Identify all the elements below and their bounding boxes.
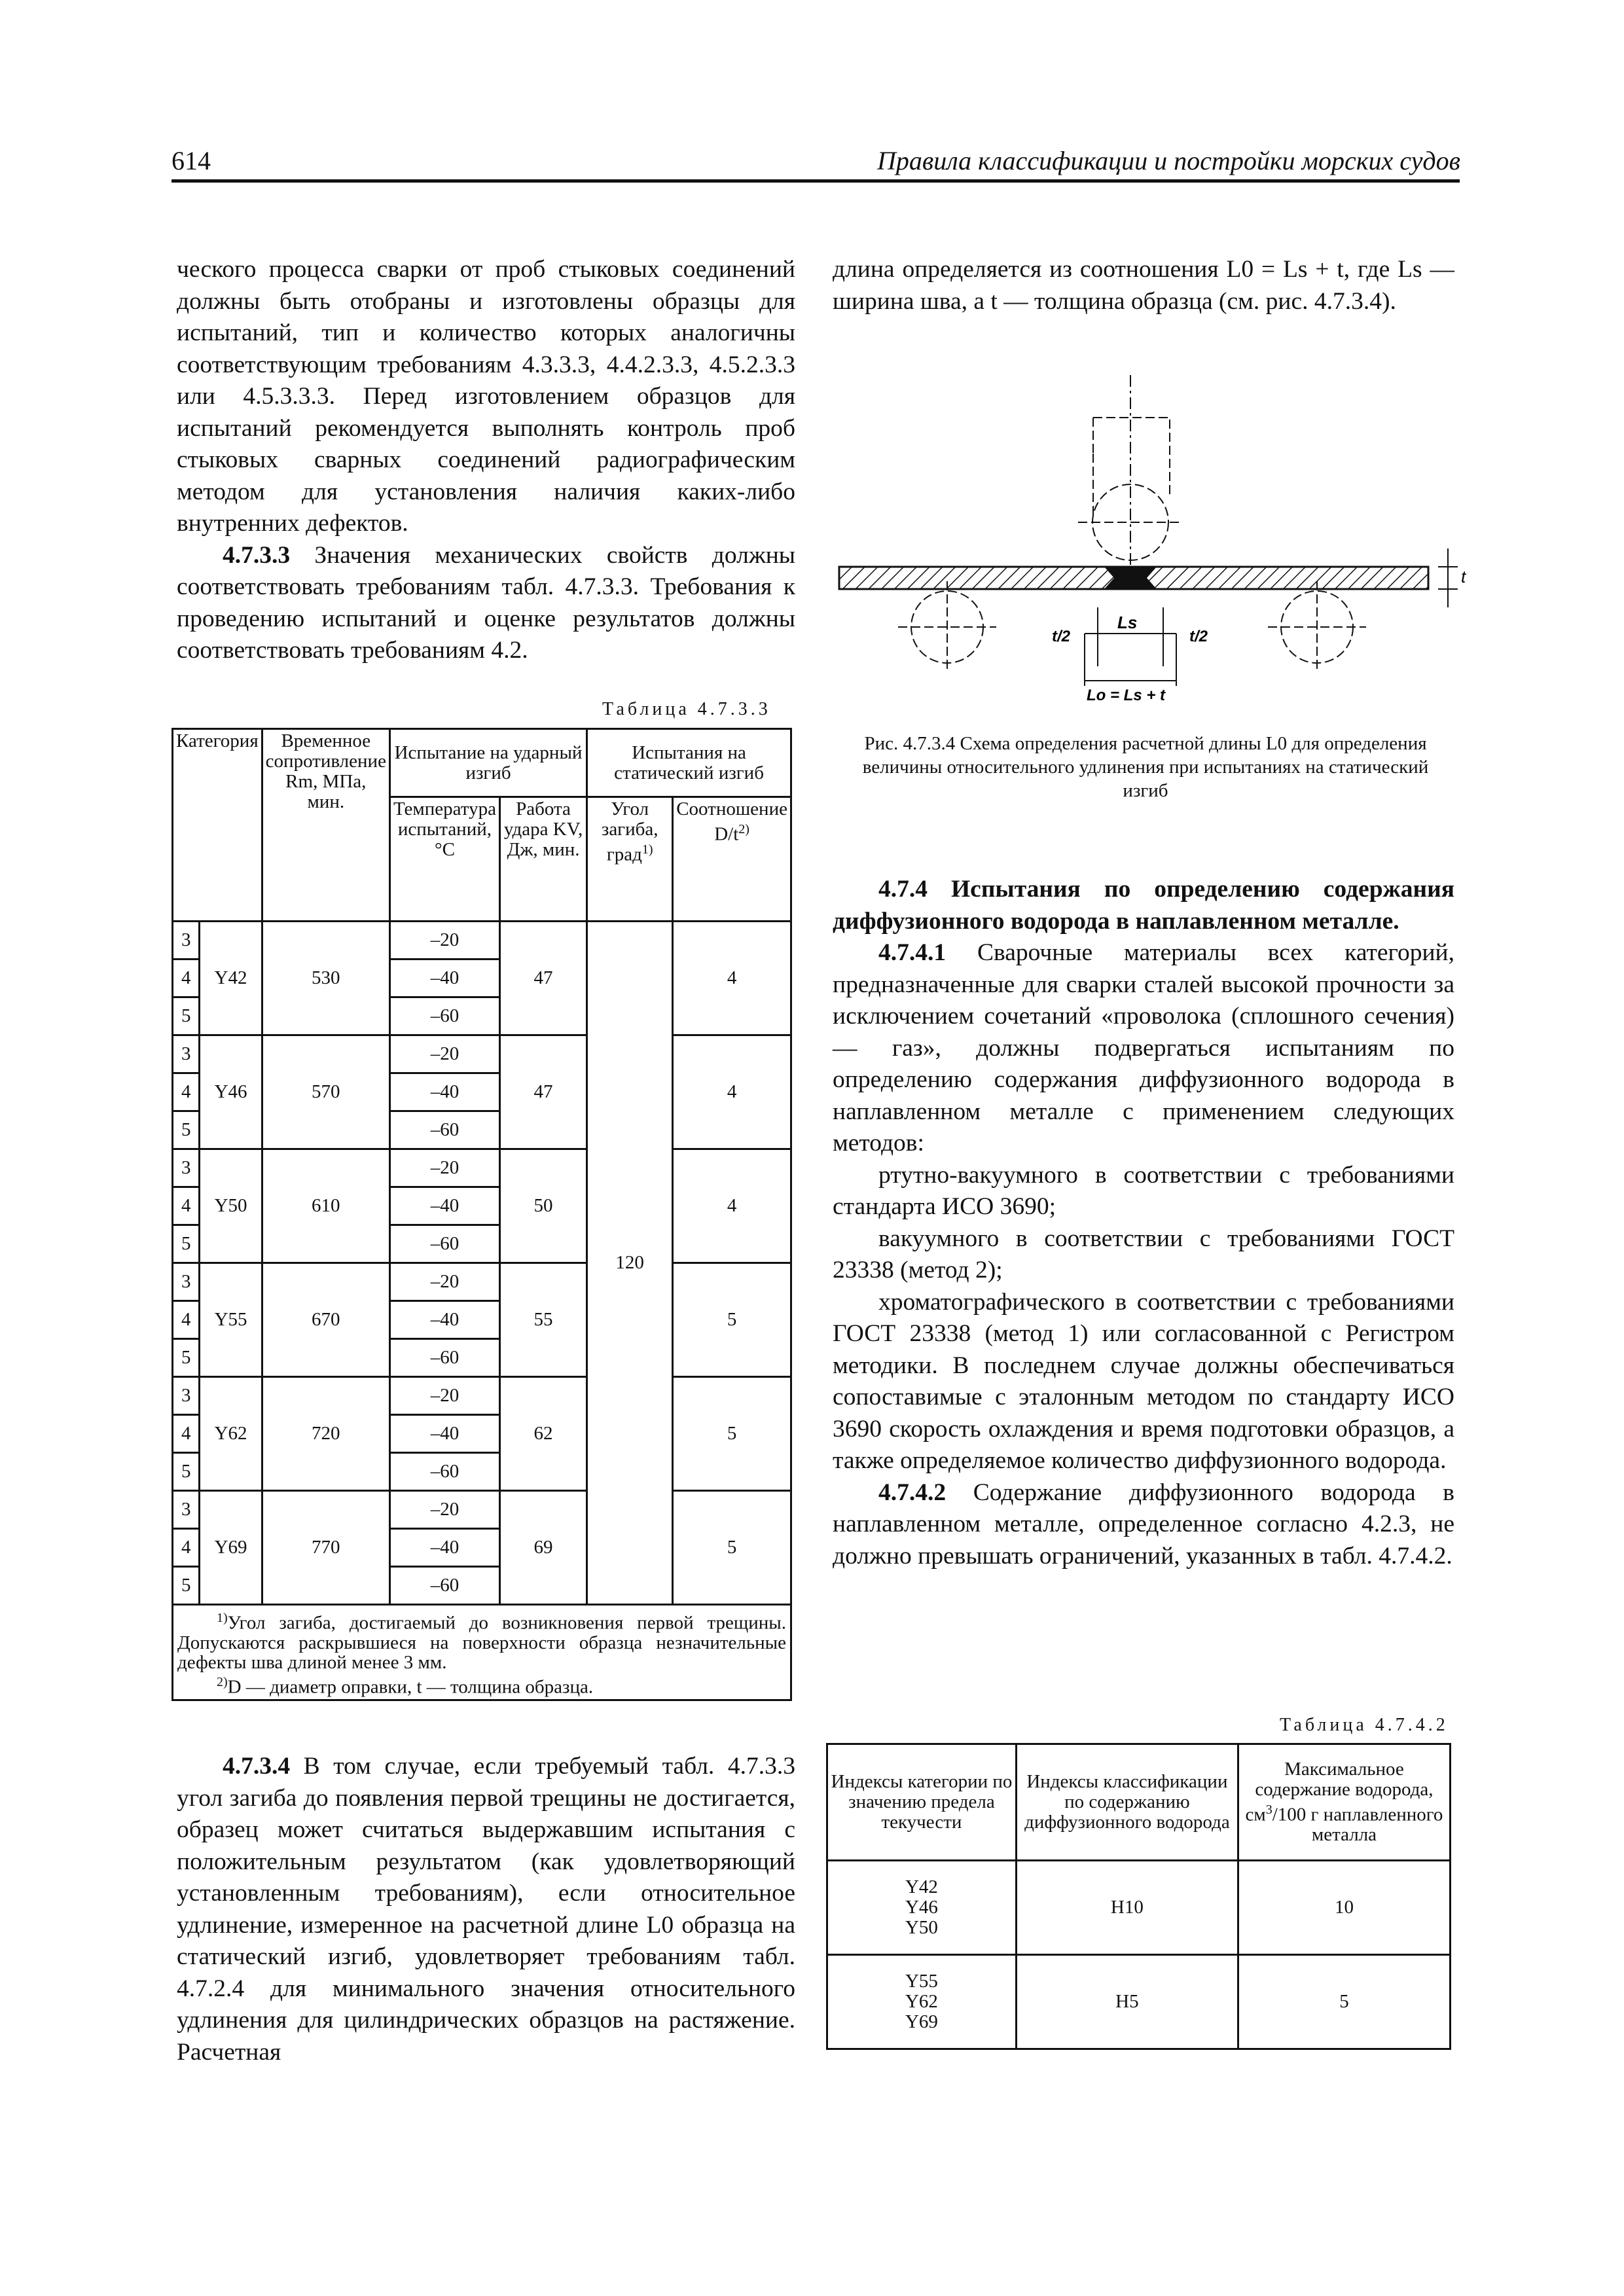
section-heading-4-7-4: 4.7.4 Испытания по определению содержания диффузионного водорода в наплавленном металле.: [833, 876, 1454, 935]
level-cell: 5: [173, 1567, 200, 1605]
temperature-cell: –40: [389, 1529, 499, 1567]
impact-energy-cell: 47: [499, 922, 586, 1035]
tensile-cell: 530: [262, 922, 389, 1035]
tensile-cell: 770: [262, 1491, 389, 1605]
temperature-cell: –40: [389, 960, 499, 997]
temperature-cell: –40: [389, 1073, 499, 1111]
paragraph-4-7-4-1: [833, 937, 1454, 1160]
header-category: Категория: [173, 729, 262, 922]
superscript: 3: [1265, 1802, 1272, 1817]
grade-cell: Y55: [200, 1263, 262, 1377]
impact-energy-cell: 55: [499, 1263, 586, 1377]
paragraph-4-7-3-3: [177, 540, 795, 667]
left-bottom-text: [177, 1751, 795, 2068]
tensile-cell: 670: [262, 1263, 389, 1377]
temperature-cell: –60: [389, 1339, 499, 1377]
level-cell: 4: [173, 1415, 200, 1453]
temperature-cell: –20: [389, 922, 499, 960]
footnote-ref: 2): [738, 822, 749, 836]
impact-energy-cell: 62: [499, 1377, 586, 1491]
paragraph-text: Сварочные материалы всех категорий, предназначенные для сварки сталей высокой прочности за исключением сочетаний «проволока (сплошного сечения) — газ», должны подвергаться испытаниям по определению содержания диффузионного водорода в наплавленном металле с применением следующих методов:: [833, 939, 1454, 1157]
level-cell: 5: [173, 1339, 200, 1377]
ratio-cell: 5: [673, 1491, 791, 1605]
header-impact-energy: Работа удара KV, Дж, мин.: [499, 797, 586, 922]
paragraph-text: Содержание диффузионного водорода в наплавленном металле, определенное согласно 4.2.3, не должно превышать ограничений, указанных в табл. 4.7.4.2.: [833, 1479, 1454, 1570]
header-bend-test: Испытания на статический изгиб: [587, 729, 791, 797]
ratio-cell: 5: [673, 1263, 791, 1377]
temperature-cell: –40: [389, 1187, 499, 1225]
page-number: 614: [171, 146, 211, 175]
temperature-cell: –60: [389, 1567, 499, 1605]
figure-4-7-3-4: [826, 359, 1474, 712]
level-cell: 5: [173, 1225, 200, 1263]
max-hydrogen-cell: 5: [1238, 1955, 1450, 2049]
header-bend-angle-text: Угол загиба, град: [601, 798, 659, 865]
hydrogen-index-cell: H10: [1016, 1861, 1238, 1955]
table2-body: [827, 1861, 1451, 2049]
grade-value: Y46: [905, 1897, 938, 1918]
temperature-cell: –60: [389, 1111, 499, 1149]
table2-caption: Таблица 4.7.4.2: [1280, 1715, 1449, 1735]
hydrogen-index-cell: H5: [1016, 1955, 1238, 2049]
method-item-1: ртутно-вакуумного в соответствии с требованиями стандарта ИСО 3690;: [833, 1161, 1454, 1220]
header-tensile-strength: Временное сопротивление Rm, МПа, мин.: [262, 729, 389, 922]
table-row: [827, 1955, 1451, 2049]
grade-value: Y69: [905, 2011, 938, 2032]
ratio-cell: 4: [673, 1035, 791, 1149]
level-cell: 4: [173, 1187, 200, 1225]
level-cell: 5: [173, 1453, 200, 1491]
footnote-text: Угол загиба, достигаемый до возникновения первой трещины. Допускаются раскрывшиеся на поверхности образца незначительные дефекты шва длиной менее 3 мм.: [177, 1612, 786, 1673]
header-ratio-text: Соотношение D/t: [676, 798, 787, 845]
bend-angle-cell: 120: [587, 922, 673, 1605]
clause-number: 4.7.4.2: [878, 1479, 947, 1506]
paragraph-continued: длина определяется из соотношения L0 = Ls + t, где Ls — ширина шва, а t — толщина образца (см. рис. 4.7.3.4).: [833, 256, 1454, 315]
table1-caption: Таблица 4.7.3.3: [602, 699, 771, 719]
header-max-hydrogen-text: /100 г наплавленного металла: [1272, 1804, 1443, 1846]
label-ls: Ls: [1117, 613, 1138, 632]
grade-cell: Y46: [200, 1035, 262, 1149]
method-item-2: вакуумного в соответствии с требованиями ГОСТ 23338 (метод 2);: [833, 1225, 1454, 1283]
grade-value: Y55: [905, 1971, 938, 1992]
footnote-2: [177, 1672, 786, 1697]
level-cell: 3: [173, 1377, 200, 1415]
grades-cell: [827, 1955, 1017, 2049]
level-cell: 3: [173, 1035, 200, 1073]
header-grade-index: Индексы категории по значению предела текучести: [827, 1744, 1017, 1861]
ratio-cell: 4: [673, 1149, 791, 1263]
tensile-cell: 570: [262, 1035, 389, 1149]
table-row: [173, 1491, 791, 1529]
impact-energy-cell: 69: [499, 1491, 586, 1605]
grade-cell: Y62: [200, 1377, 262, 1491]
mandrel-outline: [1093, 418, 1170, 496]
paragraph-text: Значения механических свойств должны соответствовать требованиям табл. 4.7.3.3. Требования к проведению испытаний и оценке результатов должны соответствовать требованиям 4.2.: [177, 541, 795, 664]
table-4-7-4-2: [826, 1743, 1451, 2050]
right-mid-text: [833, 874, 1454, 1572]
footnote-ref: 1): [641, 842, 653, 857]
impact-energy-cell: 50: [499, 1149, 586, 1263]
header-rule: [171, 179, 1460, 183]
grades-cell: [827, 1861, 1017, 1955]
impact-energy-cell: 47: [499, 1035, 586, 1149]
figure-caption: Рис. 4.7.3.4 Схема определения расчетной длины L0 для определения величины относительного удлинения при испытаниях на статический изгиб: [862, 733, 1429, 801]
table-row: [173, 1035, 791, 1073]
grade-value: Y50: [905, 1917, 938, 1938]
level-cell: 5: [173, 1111, 200, 1149]
level-cell: 3: [173, 1149, 200, 1187]
label-half-t-right: t/2: [1189, 628, 1208, 645]
label-t: t: [1461, 567, 1466, 586]
label-half-t-left: t/2: [1052, 628, 1071, 645]
temperature-cell: –60: [389, 997, 499, 1035]
level-cell: 4: [173, 1073, 200, 1111]
temperature-cell: –20: [389, 1377, 499, 1415]
table1-body: [173, 922, 791, 1605]
level-cell: 4: [173, 1529, 200, 1567]
temperature-cell: –20: [389, 1035, 499, 1073]
table-row: [173, 922, 791, 960]
paragraph-4-7-4-2: [833, 1477, 1454, 1573]
max-hydrogen-cell: 10: [1238, 1861, 1450, 1955]
header-hydrogen-index: Индексы классификации по содержанию диффузионного водорода: [1016, 1744, 1238, 1861]
grade-value: Y62: [905, 1991, 938, 2012]
ratio-cell: 4: [673, 922, 791, 1035]
clause-number: 4.7.3.4: [223, 1753, 291, 1780]
header-ratio: [673, 797, 791, 922]
level-cell: 5: [173, 997, 200, 1035]
table-row: [173, 1263, 791, 1301]
temperature-cell: –60: [389, 1453, 499, 1491]
level-cell: 4: [173, 1301, 200, 1339]
temperature-cell: –20: [389, 1263, 499, 1301]
ratio-cell: 5: [673, 1377, 791, 1491]
level-cell: 4: [173, 960, 200, 997]
temperature-cell: –20: [389, 1149, 499, 1187]
clause-number: 4.7.3.3: [223, 541, 291, 569]
running-title: Правила классификации и постройки морских судов: [876, 146, 1460, 175]
temperature-cell: –20: [389, 1491, 499, 1529]
label-lo-formula: Lo = Ls + t: [1087, 687, 1166, 704]
paragraph-4-7-3-4: [177, 1751, 795, 2068]
temperature-cell: –40: [389, 1415, 499, 1453]
grade-cell: Y69: [200, 1491, 262, 1605]
tensile-cell: 610: [262, 1149, 389, 1263]
clause-number: 4.7.4.1: [878, 939, 947, 966]
table-row: [173, 1149, 791, 1187]
temperature-cell: –60: [389, 1225, 499, 1263]
paragraph-text: В том случае, если требуемый табл. 4.7.3.3 угол загиба до появления первой трещины не достигается, образец может считаться выдержавшим испытания с положительным результатом (как удовлетворяющий установленным требованиям), если относительное удлинение, измеренное на расчетной длине L0 образца на статический изгиб, удовлетворяет требованиям табл. 4.7.2.4 для минимального значения относительного удлинения для цилиндрических образцов на растяжение. Расчетная: [177, 1753, 795, 2066]
level-cell: 3: [173, 1263, 200, 1301]
left-top-text: [177, 254, 795, 667]
table-row: [173, 1377, 791, 1415]
grade-value: Y42: [905, 1876, 938, 1897]
tensile-cell: 720: [262, 1377, 389, 1491]
right-top-text: [833, 254, 1454, 317]
header-max-hydrogen-text: Максимальное содержание водорода, см: [1245, 1758, 1434, 1825]
header-impact-test: Испытание на ударный изгиб: [389, 729, 586, 797]
table1-footnotes: [173, 1605, 791, 1700]
header-temperature: Температура испытаний, °C: [389, 797, 499, 922]
method-item-3: хроматографического в соответствии с требованиями ГОСТ 23338 (метод 1) или согласованной с Регистром методики. В последнем случае должны обеспечиваться сопоставимые с эталонным методом по стандарту ИСО 3690 скорость охлаждения и время подготовки образцов, а также определяемое количество диффузионного водорода.: [833, 1288, 1454, 1474]
temperature-cell: –40: [389, 1301, 499, 1339]
footnote-mark: 1): [217, 1611, 228, 1625]
table-row: [827, 1861, 1451, 1955]
grade-cell: Y50: [200, 1149, 262, 1263]
table-4-7-3-3: [171, 728, 792, 1701]
level-cell: 3: [173, 922, 200, 960]
grade-cell: Y42: [200, 922, 262, 1035]
header-bend-angle: [587, 797, 673, 922]
footnote-text: D — диаметр оправки, t — толщина образца.: [227, 1676, 594, 1698]
footnote-1: [177, 1608, 786, 1672]
header-max-hydrogen: [1238, 1744, 1450, 1861]
paragraph-continued: ческого процесса сварки от проб стыковых соединений должны быть отобраны и изготовлены образцы для испытаний, тип и количество которых аналогичны соответствующим требованиям 4.3.3.3, 4.4.2.3.3, 4.5.2.3.3 или 4.5.3.3.3. Перед изготовлением образцов для испытаний рекомендуется выполнять контроль проб стыковых сварных соединений радиографическим методом для установления наличия каких-либо внутренних дефектов.: [177, 256, 795, 537]
footnote-mark: 2): [217, 1674, 228, 1689]
level-cell: 3: [173, 1491, 200, 1529]
